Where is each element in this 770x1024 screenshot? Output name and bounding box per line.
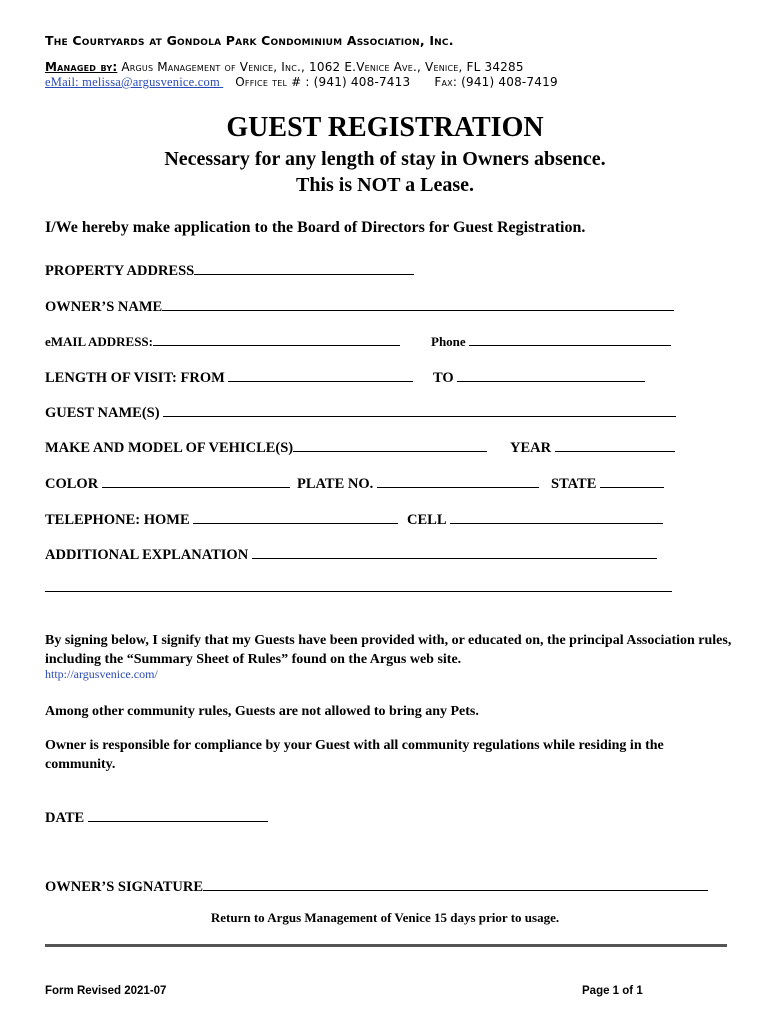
- plate-row: [297, 474, 539, 493]
- signature-input[interactable]: [203, 877, 708, 891]
- date-input[interactable]: [88, 808, 268, 822]
- page-title: GUEST REGISTRATION: [226, 112, 544, 143]
- telephone-home-row: [45, 510, 398, 529]
- additional-explanation-row: [45, 545, 657, 564]
- owners-name-input[interactable]: [162, 297, 674, 311]
- color-row: [45, 474, 290, 493]
- vehicle-row: [45, 438, 487, 457]
- guest-names-input[interactable]: [163, 403, 676, 417]
- page-number: Page 1 of 1: [582, 985, 643, 997]
- visit-from-row: [45, 368, 413, 387]
- footer-divider: [45, 944, 727, 947]
- owners-name-label: OWNER’S NAME: [45, 299, 163, 315]
- vehicle-input[interactable]: [293, 438, 487, 452]
- additional-explanation-input[interactable]: [252, 545, 657, 559]
- cell-label: CELL: [407, 512, 447, 528]
- phone-label: Phone: [431, 334, 466, 349]
- property-address-row: [45, 261, 414, 280]
- office-tel: Office tel # : (941) 408-7413: [235, 75, 411, 89]
- visit-to-label: TO: [433, 370, 454, 386]
- managed-by-text: Argus Management of Venice, Inc., 1062 E.Venice Ave., Venice, FL 34285: [121, 60, 524, 74]
- plate-input[interactable]: [377, 474, 539, 488]
- association-name: The Courtyards at Gondola Park Condominium Association, Inc.: [45, 33, 454, 48]
- form-revised: Form Revised 2021-07: [45, 985, 167, 997]
- state-input[interactable]: [600, 474, 664, 488]
- email-label: eMAIL ADDRESS:: [45, 334, 153, 349]
- telephone-home-input[interactable]: [193, 510, 398, 524]
- return-note: Return to Argus Management of Venice 15 days prior to usage.: [210, 910, 560, 925]
- year-input[interactable]: [555, 438, 675, 452]
- guest-names-label: GUEST NAME(S): [45, 405, 160, 421]
- contact-line: [45, 75, 558, 90]
- visit-to-row: [433, 368, 645, 387]
- date-row: [45, 808, 268, 827]
- subtitle-not-lease: This is NOT a Lease.: [296, 174, 474, 196]
- signature-row: [45, 877, 708, 896]
- owners-name-row: [45, 297, 674, 316]
- property-address-input[interactable]: [194, 261, 414, 275]
- argus-website-link[interactable]: http://argusvenice.com/: [45, 667, 158, 681]
- year-row: [510, 438, 675, 457]
- cell-input[interactable]: [450, 510, 663, 524]
- fax-number: Fax: (941) 408-7419: [434, 75, 558, 89]
- guest-names-row: [45, 403, 676, 422]
- signature-label: OWNER’S SIGNATURE: [45, 879, 204, 895]
- intro-statement: I/We hereby make application to the Board of Directors for Guest Registration.: [45, 219, 586, 236]
- owner-responsibility-statement: Owner is responsible for compliance by your Guest with all community regulations while residing in the community.: [45, 738, 664, 772]
- color-label: COLOR: [45, 476, 99, 492]
- color-input[interactable]: [102, 474, 290, 488]
- subtitle-absence: Necessary for any length of stay in Owners absence.: [164, 148, 606, 170]
- pets-statement: Among other community rules, Guests are not allowed to bring any Pets.: [45, 704, 479, 719]
- state-row: [551, 474, 664, 493]
- phone-input[interactable]: [469, 332, 671, 346]
- telephone-home-label: TELEPHONE: HOME: [45, 512, 190, 528]
- signing-statement: By signing below, I signify that my Guests have been provided with, or educated on, the principal Association rules, including the “Summary Sheet of Rules” found on the Argus web site.: [45, 633, 732, 667]
- managed-by-label: Managed by:: [45, 60, 118, 74]
- year-label: YEAR: [510, 440, 552, 456]
- email-link[interactable]: eMail: melissa@argusvenice.com: [45, 75, 224, 89]
- visit-to-input[interactable]: [457, 368, 645, 382]
- visit-from-label: LENGTH OF VISIT: FROM: [45, 370, 225, 386]
- plate-label: PLATE NO.: [297, 476, 374, 492]
- additional-explanation-line2[interactable]: [45, 578, 672, 592]
- property-address-label: PROPERTY ADDRESS: [45, 263, 195, 279]
- managed-by-line: [45, 60, 524, 74]
- date-label: DATE: [45, 810, 85, 826]
- cell-row: [407, 510, 663, 529]
- phone-row: [431, 332, 671, 350]
- additional-explanation-label: ADDITIONAL EXPLANATION: [45, 547, 249, 563]
- email-row: [45, 332, 400, 350]
- vehicle-label: MAKE AND MODEL OF VEHICLE(S): [45, 440, 294, 456]
- email-input[interactable]: [153, 332, 400, 346]
- visit-from-input[interactable]: [228, 368, 413, 382]
- state-label: STATE: [551, 476, 597, 492]
